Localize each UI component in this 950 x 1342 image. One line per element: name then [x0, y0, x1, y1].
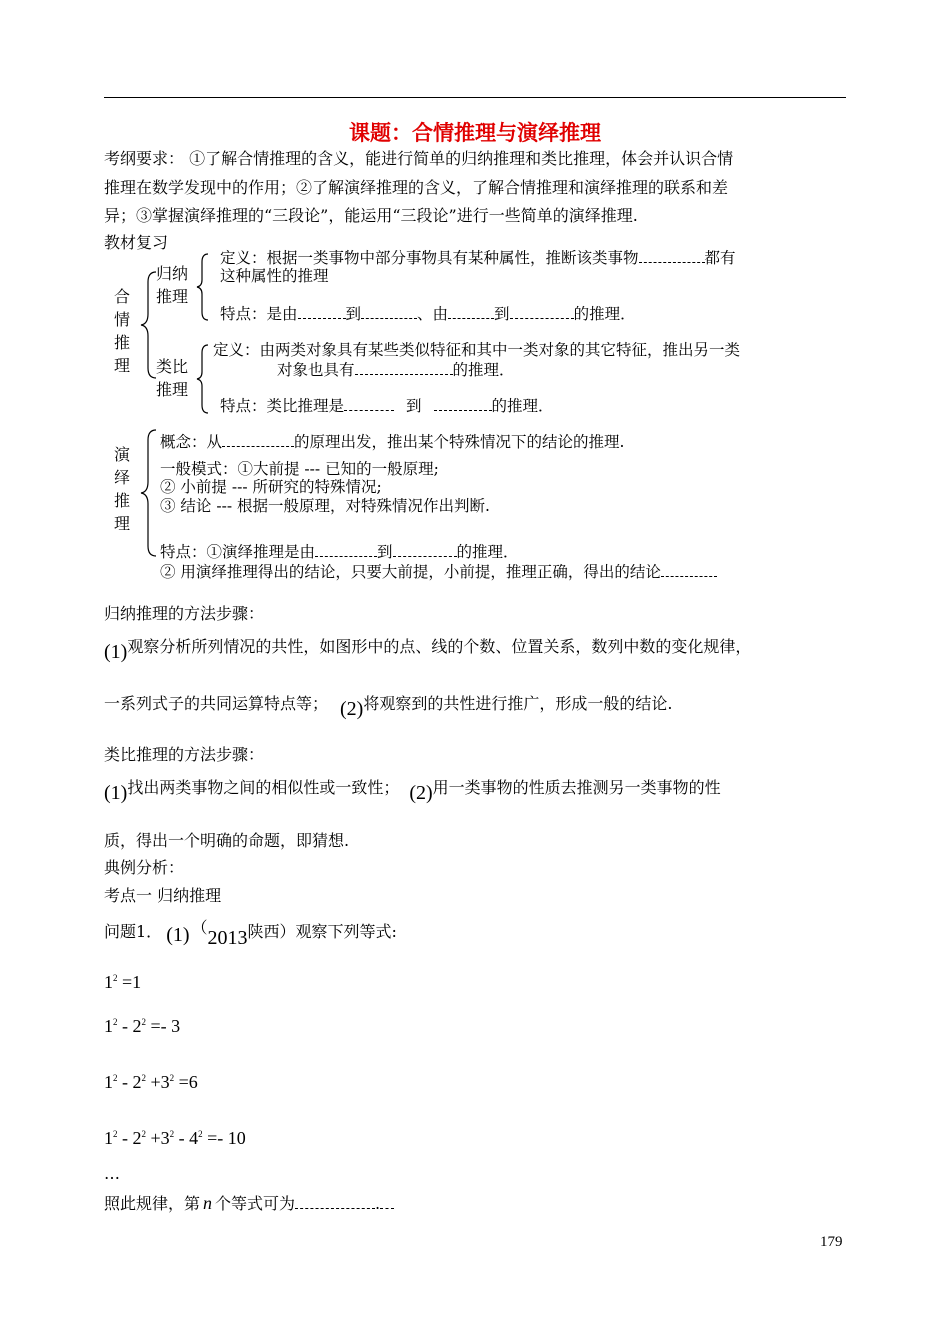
deduction-concept-blank[interactable]	[222, 431, 294, 447]
induction-def-text-c: 这种属性的推理	[220, 267, 329, 285]
induction-def-text-b: 都有	[704, 249, 736, 267]
equation-1	[104, 972, 141, 993]
induction-feat-a: 特点：是由	[220, 305, 298, 323]
eq4-t2: - 2	[117, 1128, 142, 1148]
problem-1-number: (1)	[166, 924, 190, 946]
induction-def-text-a: 定义：根据一类事物中部分事物具有某种属性，推断该类事物	[220, 249, 639, 267]
analogy-feat-blank-1[interactable]	[344, 395, 394, 411]
problem-1-label: 问题1．	[104, 922, 163, 941]
eq4-t8: =- 10	[202, 1128, 246, 1148]
top-rule	[104, 97, 846, 98]
requirements-line-2: 推理在数学发现中的作用；②了解演绎推理的含义，了解合情推理和演绎推理的联系和差	[104, 178, 729, 197]
eq4-t0: 1	[104, 1128, 113, 1148]
ellipsis: …	[104, 1164, 120, 1183]
equation-2	[104, 1016, 180, 1037]
analogy-def-blank[interactable]	[355, 359, 453, 375]
requirements-line-3: 异；③掌握演绎推理的“三段论”，能运用“三段论”进行一些简单的演绎推理.	[104, 206, 638, 225]
deduction-mode-2: ② 小前提 --- 所研究的特殊情况;	[160, 478, 382, 496]
requirements-line-1: 考纲要求： ①了解合情推理的含义，能进行简单的归纳推理和类比推理，体会并认识合情	[104, 149, 734, 168]
examples-heading: 典例分析：	[104, 858, 185, 877]
question-period: .	[375, 1194, 381, 1213]
induction-step-1-cont	[104, 693, 673, 720]
deduction-feat1-c: 的推理．	[456, 543, 519, 561]
induction-feature	[220, 303, 636, 324]
question-text-b: 个等式可为	[215, 1194, 296, 1213]
induction-feat-blank-2[interactable]	[361, 303, 417, 319]
problem-1-year: 2013	[207, 927, 248, 949]
analogy-label-2: 推理	[156, 380, 189, 399]
deduction-feat1-blank-1[interactable]	[315, 541, 377, 557]
eq3-t4: +3	[146, 1072, 170, 1092]
eq3-t0: 1	[104, 1072, 113, 1092]
deduction-concept-a: 概念：从	[160, 433, 223, 451]
eq1-t1: 2	[113, 973, 118, 983]
induction-brace	[196, 252, 212, 322]
deduction-feat2-blank[interactable]	[661, 561, 717, 577]
heqing-label: 合情推理	[113, 287, 130, 375]
eq4-t6: - 4	[174, 1128, 199, 1148]
induction-label-1: 归纳	[156, 264, 189, 283]
equation-3	[104, 1072, 198, 1093]
question-blank-tail	[380, 1193, 394, 1209]
eq3-t2: - 2	[117, 1072, 142, 1092]
eq4-t7: 2	[198, 1129, 203, 1139]
analogy-feat-c: 的推理．	[491, 397, 554, 415]
analogy-steps-heading: 类比推理的方法步骤：	[104, 745, 265, 764]
problem-1-question	[104, 1193, 394, 1214]
equation-4	[104, 1128, 246, 1149]
analogy-step-2-number: (2)	[409, 782, 433, 804]
analogy-feature	[220, 395, 554, 416]
induction-step-1-number: (1)	[104, 641, 128, 663]
induction-step-2-text: 将观察到的共性进行推广，形成一般的结论.	[363, 694, 673, 713]
problem-1	[104, 918, 397, 949]
deduction-feature-1	[160, 541, 519, 562]
deduction-feat1-b: 到	[377, 543, 393, 561]
analogy-def-text-c: 的推理．	[452, 361, 515, 379]
eq4-t1: 2	[113, 1129, 118, 1139]
eq2-t4: =- 3	[146, 1016, 181, 1036]
deduction-mode-1: 一般模式：①大前提 --- 已知的一般原理;	[160, 460, 439, 478]
review-heading: 教材复习	[104, 233, 169, 252]
induction-step-1-text: 观察分析所列情况的共性，如图形中的点、线的个数、位置关系，数列中数的变化规律，	[127, 637, 752, 656]
induction-def-blank[interactable]	[639, 247, 705, 263]
eq2-t0: 1	[104, 1016, 113, 1036]
eq2-t3: 2	[141, 1017, 146, 1027]
question-blank[interactable]	[295, 1193, 375, 1209]
induction-feat-blank-3[interactable]	[448, 303, 494, 319]
eq3-t6: =6	[174, 1072, 198, 1092]
analogy-feat-blank-2[interactable]	[434, 395, 492, 411]
induction-step-1b-text: 一系列式子的共同运算特点等；	[104, 694, 329, 713]
deduction-concept	[160, 431, 624, 452]
page-number: 179	[820, 1234, 843, 1250]
eq1-t2: =1	[117, 972, 142, 992]
page-title: 课题：合情推理与演绎推理	[349, 120, 601, 145]
induction-feat-d: 到	[494, 305, 510, 323]
problem-1-source: 陕西）观察下列等式:	[247, 922, 397, 941]
topic-1: 考点一 归纳推理	[104, 886, 222, 905]
deduction-feature-2	[160, 561, 717, 582]
eq4-t5: 2	[169, 1129, 175, 1139]
analogy-label-1: 类比	[156, 357, 189, 376]
eq3-t5: 2	[169, 1073, 175, 1083]
induction-definition	[220, 247, 736, 268]
deduction-brace	[140, 428, 160, 558]
induction-step-2-number: (2)	[340, 698, 364, 720]
induction-steps-heading: 归纳推理的方法步骤：	[104, 604, 265, 623]
eq4-t4: +3	[146, 1128, 170, 1148]
question-text-a: 照此规律，第	[104, 1194, 201, 1213]
analogy-def-text-b: 对象也具有	[277, 361, 355, 379]
eq2-t1: 2	[113, 1017, 118, 1027]
analogy-step-2-cont: 质，得出一个明确的命题，即猜想.	[104, 831, 350, 850]
analogy-def-text-a: 定义：由两类对象具有某些类似特征和其中一类对象的其它特征，推出另一类	[213, 341, 741, 359]
induction-step-1	[104, 636, 752, 663]
analogy-step-1-number: (1)	[104, 782, 128, 804]
analogy-step-line-1	[104, 777, 721, 804]
analogy-step-2-text: 用一类事物的性质去推测另一类事物的性	[432, 778, 721, 797]
analogy-feat-b: 到	[406, 397, 422, 415]
analogy-definition-2	[277, 359, 515, 380]
deduction-label: 演绎推理	[113, 445, 130, 533]
deduction-mode-3: ③ 结论 --- 根据一般原理，对特殊情况作出判断.	[160, 497, 490, 515]
induction-feat-blank-1[interactable]	[298, 303, 346, 319]
deduction-feat1-a: 特点：①演绎推理是由	[160, 543, 316, 561]
problem-1-open: （	[191, 918, 208, 937]
induction-feat-b: 到	[345, 305, 362, 323]
analogy-step-1-text: 找出两类事物之间的相似性或一致性；	[127, 778, 400, 797]
induction-label-2: 推理	[156, 287, 189, 306]
eq1-t0: 1	[104, 972, 113, 992]
eq3-t3: 2	[141, 1073, 146, 1083]
deduction-concept-b: 的原理出发，推出某个特殊情况下的结论的推理.	[294, 433, 625, 451]
question-n: n	[203, 1193, 213, 1213]
analogy-feat-a: 特点：类比推理是	[220, 397, 345, 415]
analogy-brace	[196, 343, 212, 415]
eq4-t3: 2	[141, 1129, 146, 1139]
induction-feat-blank-4[interactable]	[510, 303, 574, 319]
deduction-feat1-blank-2[interactable]	[393, 541, 457, 557]
eq3-t1: 2	[113, 1073, 118, 1083]
induction-feat-c: 、由	[417, 305, 449, 323]
induction-feat-e: 的推理．	[573, 305, 636, 323]
eq2-t2: - 2	[117, 1016, 142, 1036]
deduction-feat2: ② 用演绎推理得出的结论，只要大前提，小前提，推理正确，得出的结论	[160, 563, 661, 581]
